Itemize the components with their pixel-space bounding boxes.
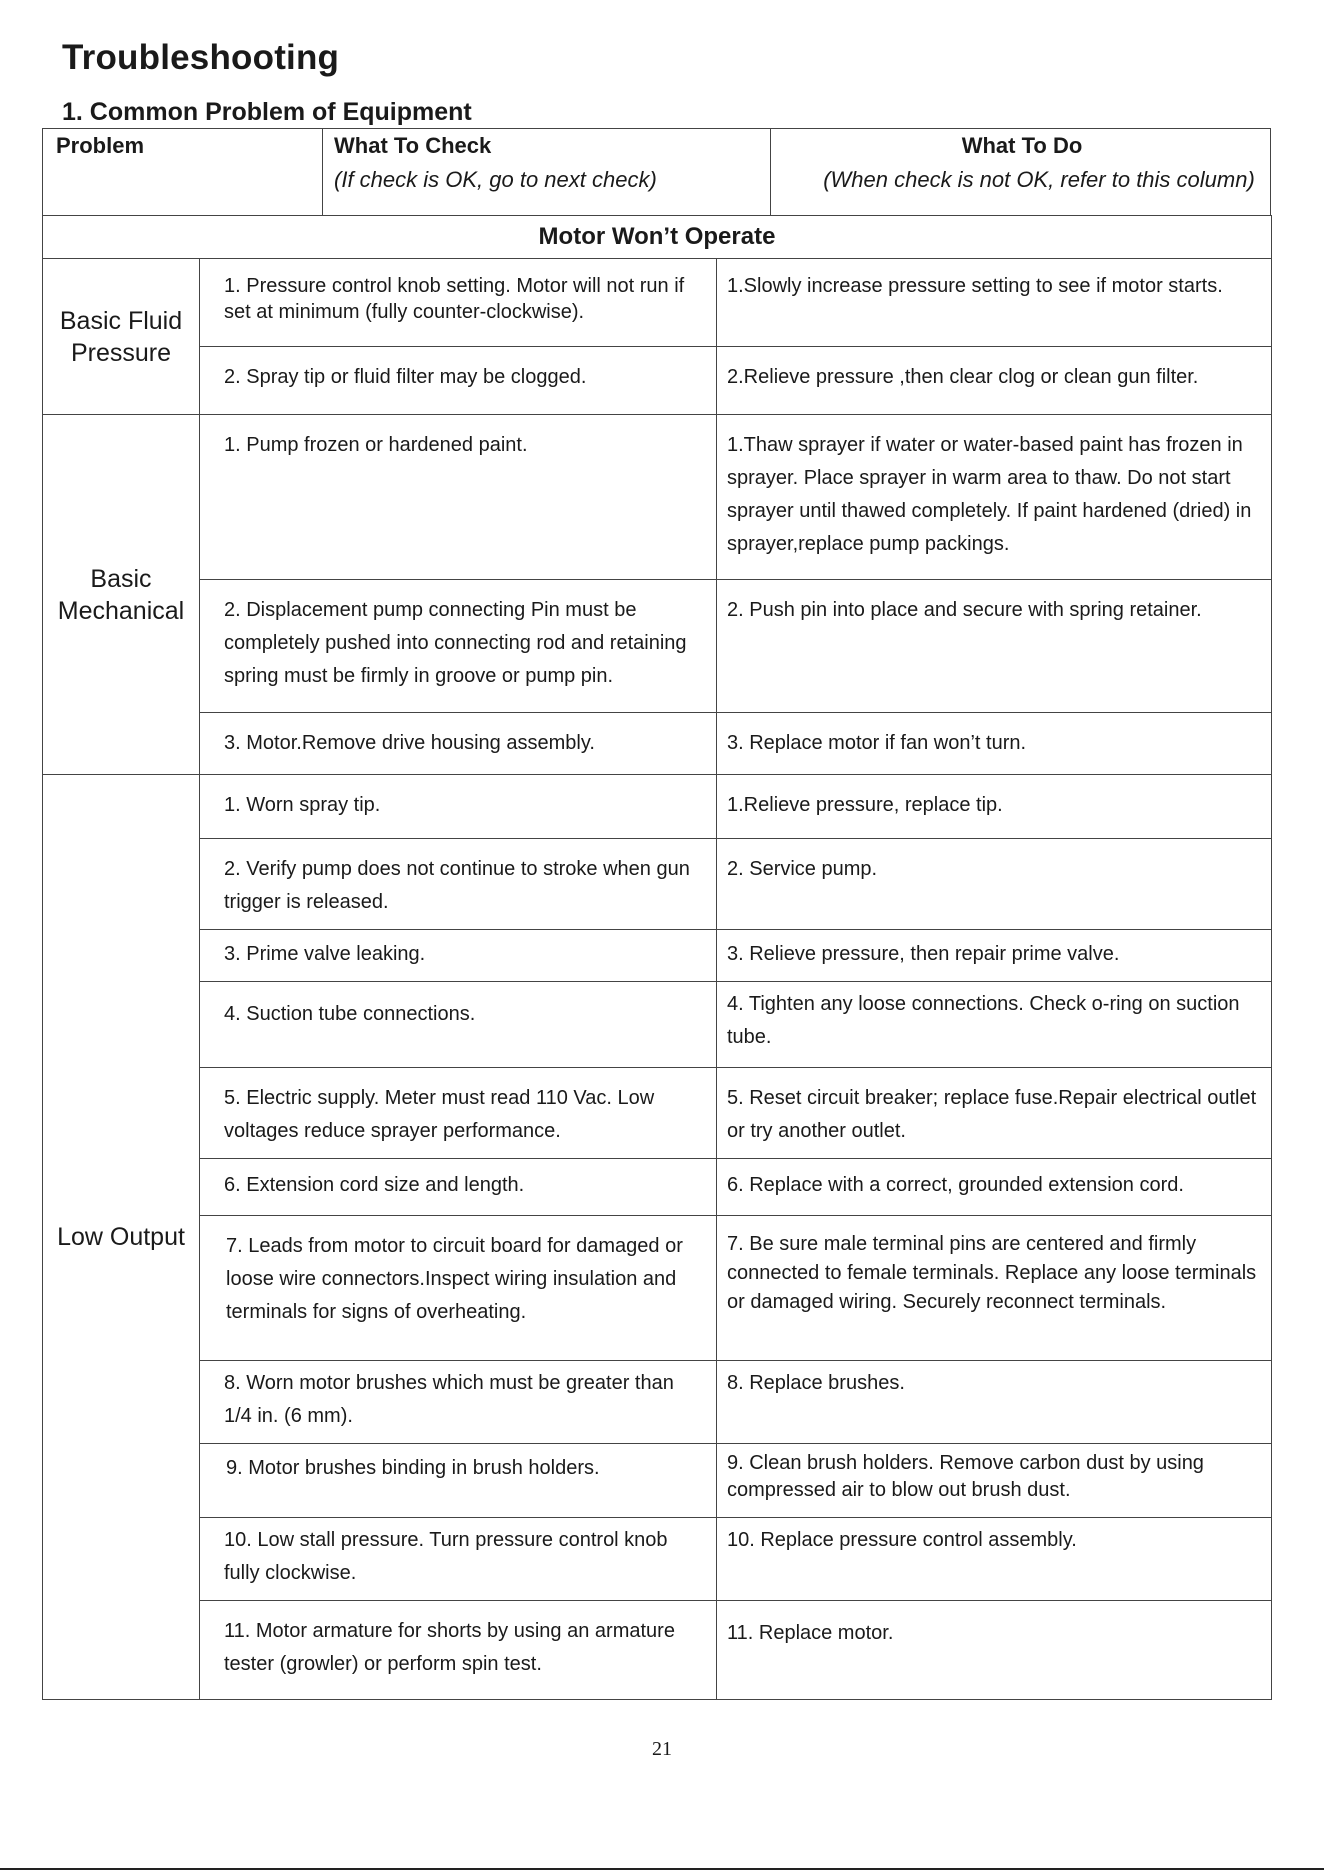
header-problem: Problem xyxy=(56,133,145,158)
category-low-output: Low Output xyxy=(43,775,200,1700)
fix-cell: 10. Replace pressure control assembly. xyxy=(717,1518,1272,1601)
check-cell: 7. Leads from motor to circuit board for damaged or loose wire connectors.Inspect wiring insulation and terminals for signs of overheating. xyxy=(200,1216,717,1361)
table-row xyxy=(43,1518,1272,1601)
table-row xyxy=(43,1159,1272,1216)
troubleshooting-table xyxy=(42,215,1272,1700)
check-cell: 3. Prime valve leaking. xyxy=(200,930,717,982)
fix-cell: 1.Thaw sprayer if water or water-based paint has frozen in sprayer. Place sprayer in warm area to thaw. Do not start sprayer until thawed completely. If paint hardened (dried) in sprayer,replace pump packings. xyxy=(717,415,1272,580)
table-row xyxy=(43,415,1272,580)
bottom-rule xyxy=(0,1868,1324,1870)
check-cell: 6. Extension cord size and length. xyxy=(200,1159,717,1216)
table-row xyxy=(43,580,1272,713)
check-cell: 5. Electric supply. Meter must read 110 Vac. Low voltages reduce sprayer performance. xyxy=(200,1068,717,1159)
fix-cell: 4. Tighten any loose connections. Check o-ring on suction tube. xyxy=(717,982,1272,1068)
check-cell: 2. Verify pump does not continue to stroke when gun trigger is released. xyxy=(200,839,717,930)
table-row xyxy=(43,1068,1272,1159)
table-row xyxy=(43,1444,1272,1518)
check-cell: 10. Low stall pressure. Turn pressure control knob fully clockwise. xyxy=(200,1518,717,1601)
fix-cell: 1.Slowly increase pressure setting to see if motor starts. xyxy=(717,259,1272,347)
table-header xyxy=(42,129,1270,215)
check-cell: 8. Worn motor brushes which must be greater than 1/4 in. (6 mm). xyxy=(200,1361,717,1444)
header-check-note: (If check is OK, go to next check) xyxy=(334,167,657,192)
check-cell: 1. Pump frozen or hardened paint. xyxy=(200,415,717,580)
band-row xyxy=(43,216,1272,259)
category-basic-mechanical: Basic Mechanical xyxy=(43,415,200,775)
fix-cell: 2.Relieve pressure ,then clear clog or clean gun filter. xyxy=(717,347,1272,415)
section-title: 1. Common Problem of Equipment xyxy=(62,98,472,126)
fix-cell: 7. Be sure male terminal pins are centered and firmly connected to female terminals. Replace any loose terminals or damaged wiring. Securely reconnect terminals. xyxy=(717,1216,1272,1361)
category-basic-fluid-pressure: Basic Fluid Pressure xyxy=(43,259,200,415)
check-cell: 1. Worn spray tip. xyxy=(200,775,717,839)
check-cell: 9. Motor brushes binding in brush holders. xyxy=(200,1444,717,1518)
fix-cell: 2. Push pin into place and secure with spring retainer. xyxy=(717,580,1272,713)
check-cell: 1. Pressure control knob setting. Motor will not run if set at minimum (fully counter-clockwise). xyxy=(200,259,717,347)
table-row xyxy=(43,1216,1272,1361)
band-motor-wont-operate: Motor Won’t Operate xyxy=(43,216,1272,259)
fix-cell: 6. Replace with a correct, grounded extension cord. xyxy=(717,1159,1272,1216)
table-row xyxy=(43,713,1272,775)
table-row xyxy=(43,930,1272,982)
table-row xyxy=(43,1601,1272,1700)
page-number: 21 xyxy=(652,1738,672,1760)
table-row xyxy=(43,982,1272,1068)
check-cell: 3. Motor.Remove drive housing assembly. xyxy=(200,713,717,775)
table-row xyxy=(43,839,1272,930)
check-cell: 2. Displacement pump connecting Pin must be completely pushed into connecting rod and retaining spring must be firmly in groove or pump pin. xyxy=(200,580,717,713)
table-row xyxy=(43,347,1272,415)
fix-cell: 3. Replace motor if fan won’t turn. xyxy=(717,713,1272,775)
check-cell: 2. Spray tip or fluid filter may be clogged. xyxy=(200,347,717,415)
fix-cell: 3. Relieve pressure, then repair prime valve. xyxy=(717,930,1272,982)
check-cell: 4. Suction tube connections. xyxy=(200,982,717,1068)
fix-cell: 11. Replace motor. xyxy=(717,1601,1272,1700)
table-row xyxy=(43,1361,1272,1444)
table-row xyxy=(43,775,1272,839)
fix-cell: 8. Replace brushes. xyxy=(717,1361,1272,1444)
fix-cell: 2. Service pump. xyxy=(717,839,1272,930)
fix-cell: 9. Clean brush holders. Remove carbon dust by using compressed air to blow out brush dust. xyxy=(717,1444,1272,1518)
header-check-title: What To Check xyxy=(334,133,492,158)
fix-cell: 1.Relieve pressure, replace tip. xyxy=(717,775,1272,839)
header-do-note: (When check is not OK, refer to this column) xyxy=(823,167,1255,192)
table-row xyxy=(43,259,1272,347)
check-cell: 11. Motor armature for shorts by using an armature tester (growler) or perform spin test. xyxy=(200,1601,717,1700)
header-do-title: What To Do xyxy=(961,133,1083,158)
page-title: Troubleshooting xyxy=(62,38,340,77)
fix-cell: 5. Reset circuit breaker; replace fuse.Repair electrical outlet or try another outlet. xyxy=(717,1068,1272,1159)
